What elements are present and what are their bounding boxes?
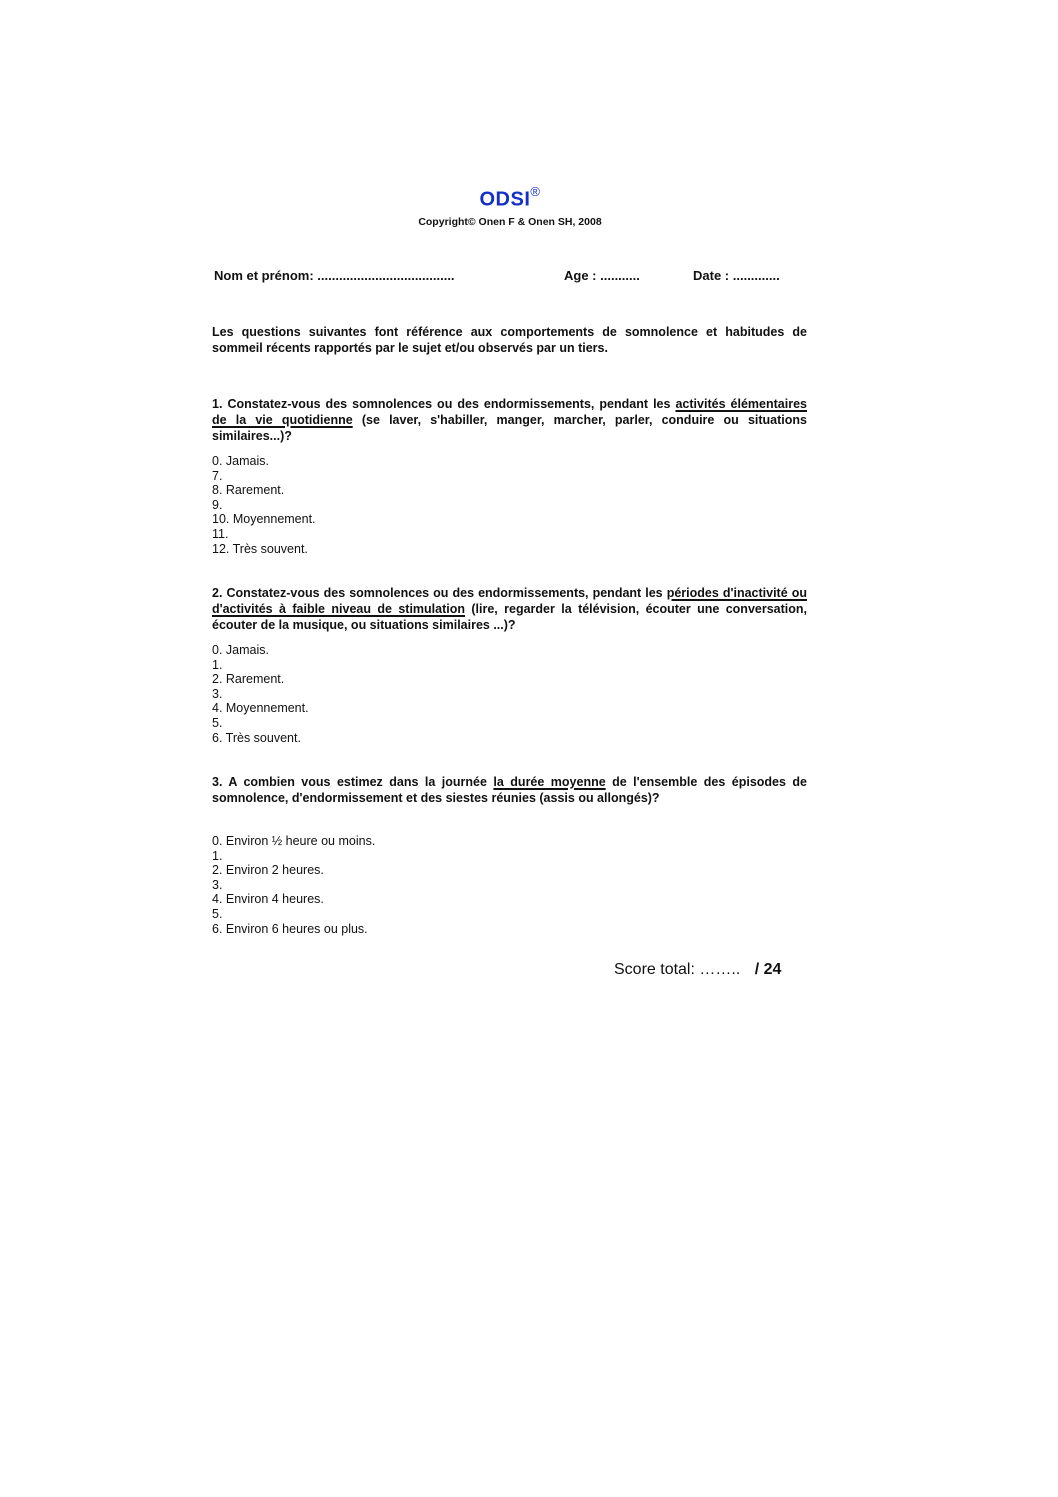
option[interactable]: 5. xyxy=(212,715,223,730)
option[interactable]: 3. xyxy=(212,877,223,892)
age-label: Age : xyxy=(564,268,597,283)
question-1-emphasis: activités élémentaires de la vie quotidienne xyxy=(212,397,807,427)
question-1 xyxy=(212,396,807,444)
option[interactable]: 8. Rarement. xyxy=(212,483,285,498)
copyright-line: Copyright© Onen F & Onen SH, 2008 xyxy=(418,215,602,228)
question-1-text: 1. Constatez-vous des somnolences ou des endormissements, pendant les xyxy=(212,397,676,411)
option[interactable]: 11. xyxy=(212,526,229,541)
option[interactable]: 6. Environ 6 heures ou plus. xyxy=(212,921,368,936)
option[interactable]: 0. Jamais. xyxy=(212,454,269,468)
option[interactable]: 2. Environ 2 heures. xyxy=(212,863,324,878)
question-1-options xyxy=(212,454,316,556)
question-3-rest: de l'ensemble des épisodes de somnolence, d'endormissement et des siestes réunies (assis ou allongés)? xyxy=(212,775,807,805)
option[interactable]: 10. Moyennement. xyxy=(212,512,316,527)
option[interactable]: 6. Très souvent. xyxy=(212,730,301,745)
question-3-options xyxy=(212,834,375,936)
score-dots: …….. xyxy=(699,961,741,978)
document-header xyxy=(400,186,620,228)
option[interactable]: 4. Environ 4 heures. xyxy=(212,892,324,907)
question-2 xyxy=(212,585,807,633)
option[interactable]: 1. xyxy=(212,657,223,672)
option[interactable]: 1. xyxy=(212,848,223,863)
document-title xyxy=(400,186,620,212)
option[interactable]: 0. Jamais. xyxy=(212,643,269,657)
registered-mark: ® xyxy=(530,184,541,199)
option[interactable]: 4. Moyennement. xyxy=(212,701,309,716)
question-3-emphasis: la durée moyenne xyxy=(493,775,606,789)
intro-paragraph: Les questions suivantes font référence aux comportements de somnolence et habitudes de sommeil récents rapportés par le sujet et/ou observés par un tiers. xyxy=(212,325,807,355)
date-field[interactable] xyxy=(693,268,780,283)
question-2-rest: (lire, regarder la télévision, écouter une conversation, écouter de la musique, ou situations similaires ...)? xyxy=(212,602,807,632)
date-dots: ............. xyxy=(732,268,780,283)
option[interactable]: 12. Très souvent. xyxy=(212,541,308,556)
score-label: Score total: xyxy=(614,961,695,978)
question-3 xyxy=(212,774,807,806)
question-2-emphasis: périodes d'inactivité ou d'activités à faible niveau de stimulation xyxy=(212,586,807,616)
option[interactable]: 5. xyxy=(212,906,223,921)
score-total[interactable] xyxy=(614,961,781,979)
question-1-rest: (se laver, s'habiller, manger, marcher, parler, conduire ou situations similaires...)? xyxy=(212,413,807,443)
date-label: Date : xyxy=(693,268,730,283)
question-2-options xyxy=(212,643,309,745)
age-field[interactable] xyxy=(564,268,640,283)
question-2-text: 2. Constatez-vous des somnolences ou des endormissements, pendant les xyxy=(212,586,667,600)
option[interactable]: 7. xyxy=(212,468,223,483)
score-max: / 24 xyxy=(754,961,782,978)
title-text: ODSI xyxy=(479,188,531,211)
name-label: Nom et prénom: xyxy=(214,268,314,283)
option[interactable]: 3. xyxy=(212,686,223,701)
age-dots: ........... xyxy=(600,268,640,283)
name-dots: ...................................... xyxy=(317,268,455,283)
option[interactable]: 0. Environ ½ heure ou moins. xyxy=(212,834,376,848)
option[interactable]: 2. Rarement. xyxy=(212,672,285,687)
option[interactable]: 9. xyxy=(212,497,223,512)
name-field[interactable] xyxy=(214,268,455,283)
question-3-text: 3. A combien vous estimez dans la journée xyxy=(212,775,494,789)
